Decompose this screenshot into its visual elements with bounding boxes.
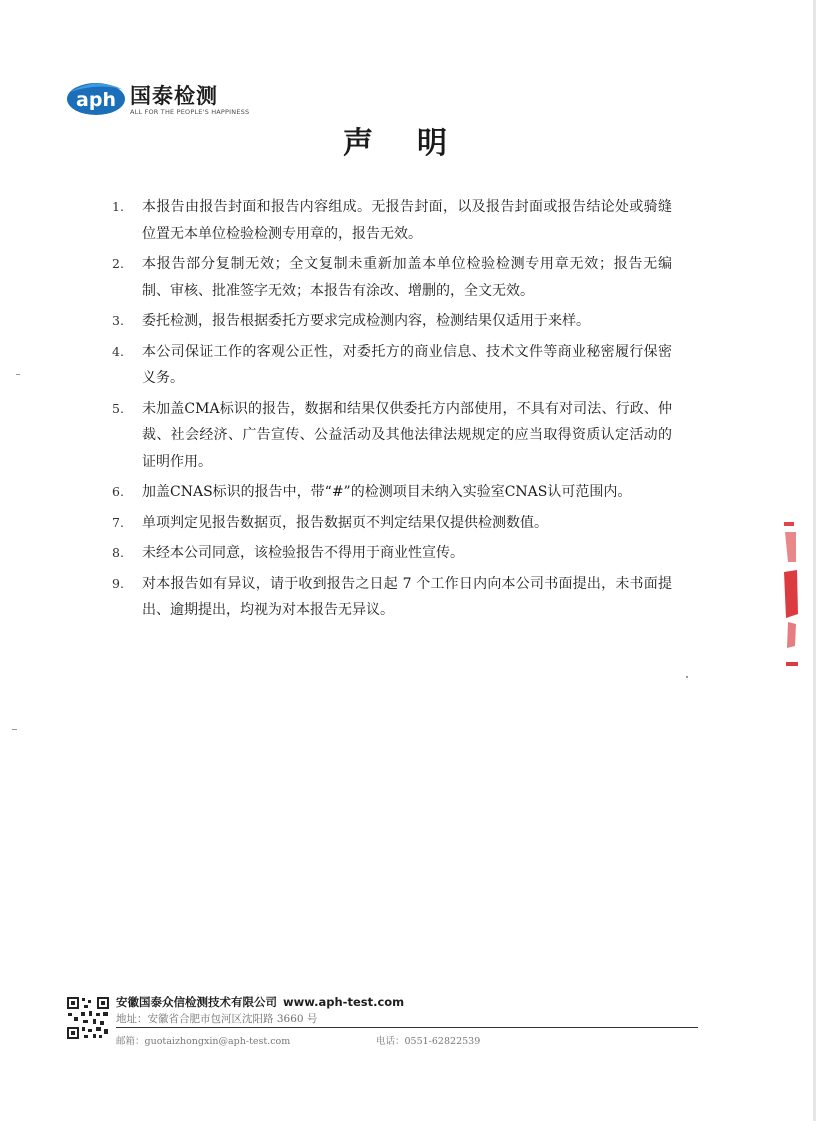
statement-number: 5. (112, 400, 124, 416)
statement-number: 3. (112, 313, 124, 328)
statement-number: 8. (112, 545, 124, 560)
company-slogan: ALL FOR THE PEOPLE'S HAPPINESS (130, 108, 250, 116)
statement-text: 本公司保证工作的客观公正性，对委托方的商业信息、技术文件等商业秘密履行保密义务。 (142, 343, 672, 386)
footer-company-name: 安徽国泰众信检测技术有限公司 (116, 995, 277, 1009)
statement-text: 未加盖CMA标识的报告，数据和结果仅供委托方内部使用，不具有对司法、行政、仲裁、社会经济、广告宣传、公益活动及其他法律法规规定的应当取得资质认定活动的证明作用。 (142, 400, 672, 470)
statement-item (112, 396, 672, 476)
scan-mark (16, 374, 20, 375)
statement-text: 本报告部分复制无效；全文复制未重新加盖本单位检验检测专用章无效；报告无编制、审核、批准签字无效；本报告有涂改、增删的，全文无效。 (142, 256, 672, 299)
scan-mark (12, 729, 17, 730)
seal-stamp-fragment-icon (782, 522, 798, 668)
footer-email: 邮箱：guotaizhongxin@aph-test.com (116, 1036, 291, 1047)
logo-mark-text: aph (76, 89, 116, 111)
footer-website-link[interactable]: www.aph-test.com (283, 995, 405, 1009)
statement-text: 单项判定见报告数据页，报告数据页不判定结果仅提供检测数值。 (142, 514, 548, 531)
company-logo (66, 76, 266, 122)
statement-item (112, 479, 672, 506)
statement-item (112, 194, 672, 247)
footer-address: 地址：安徽省合肥市包河区沈阳路 3660 号 (116, 1013, 318, 1025)
statement-item (112, 540, 672, 567)
footer-company-line (116, 994, 404, 1010)
statement-text: 加盖CNAS标识的报告中，带“#”的检测项目未纳入实验室CNAS认可范围内。 (142, 484, 632, 500)
statement-item (112, 308, 672, 335)
company-short-name: 国泰检测 (130, 84, 218, 108)
footer-divider (116, 1027, 698, 1028)
statement-text: 未经本公司同意，该检验报告不得用于商业性宣传。 (142, 545, 464, 561)
statement-number: 6. (112, 484, 124, 499)
page-footer (64, 994, 704, 1050)
statement-item (112, 339, 672, 392)
scan-mark (686, 676, 688, 678)
statement-number: 2. (112, 256, 124, 271)
aph-logo-icon (66, 78, 126, 118)
footer-phone: 电话：0551-62822539 (376, 1036, 481, 1047)
statement-text: 对本报告如有异议，请于收到报告之日起 7 个工作日内向本公司书面提出，未书面提出、逾期提出，均视为对本报告无异议。 (142, 575, 672, 618)
statement-number: 7. (112, 514, 124, 530)
qr-code-icon (66, 996, 110, 1040)
statement-text: 委托检测，报告根据委托方要求完成检测内容，检测结果仅适用于来样。 (142, 313, 590, 329)
statement-item (112, 510, 672, 537)
page-title: 声明 (343, 126, 491, 161)
statement-number: 9. (112, 575, 124, 591)
statement-item (112, 251, 672, 304)
statement-list (112, 194, 672, 628)
statement-text: 本报告由报告封面和报告内容组成。无报告封面，以及报告封面或报告结论处或骑缝位置无本单位检验检测专用章的，报告无效。 (142, 199, 672, 242)
statement-number: 1. (112, 199, 124, 214)
statement-item (112, 571, 672, 624)
statement-number: 4. (112, 343, 124, 359)
